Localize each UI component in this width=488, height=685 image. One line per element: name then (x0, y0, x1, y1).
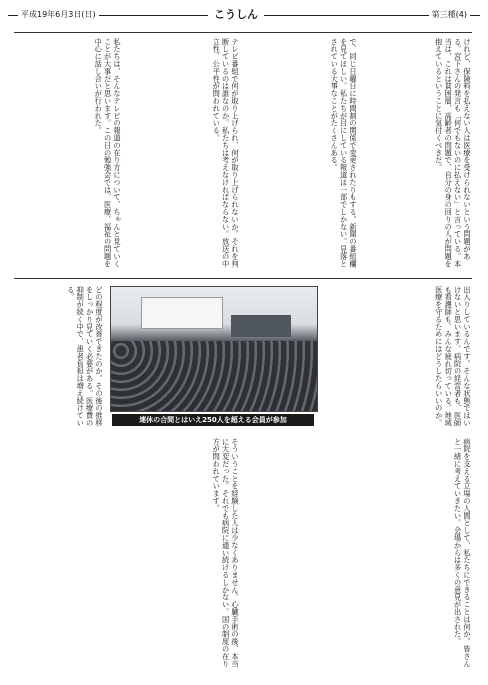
newsletter-title: こうしん (208, 6, 264, 22)
article-column: 私たちは、そんなテレビの報道の在り方について、ちゃんと見ていくことが大事だと思います。この日の勉強会では、医療、福祉の問題を中心に話し合いが行われた。 (94, 38, 122, 268)
article-column: テレビ番組で何が取り上げられ、何が取り上げられないか。それを判断しているのは誰なのか。私たちは考えなければならない。放送の中立性、公平性が問われている。 (212, 38, 240, 268)
article-column: けれど、保険料を払えない人は医療を受けられないという問題がある。宮下さんの発言も「何でもないのに払えない」と言っている。本当は、これは貧困層、高齢者の問題で、自分の身の回りの人が問題を抱えているということに気付くべきだ。 (434, 38, 472, 268)
article-column: 病院を支える立場の人間として、私たちにできることは何か。皆さんと一緒に考えていきたい。会場からは多くの意見が出された。 (453, 438, 472, 668)
article-column: そういうことを経験した人は少なくありません。心臓手術の後、本当に大変だった。それでも病院に通い続けるしかない。国の制度の在り方が問われています。 (212, 438, 240, 668)
photo-caption: 連休の合間とはいえ250人を超える会員が参加 (112, 414, 314, 426)
top-rule (14, 32, 472, 33)
meeting-photo (110, 286, 318, 412)
article-column: 出入りしているんです。そんな状態ではいけないと思います。病院の経営者も、医師も看護師も、みんな疲れ切っている。地域医療を守るためにはどうしたらいいのか。 (434, 286, 472, 427)
audience (111, 341, 317, 411)
issue-date: 平成19年6月3日(日) (18, 9, 99, 20)
page-header (8, 6, 480, 26)
projection-screen (141, 297, 223, 329)
stage (231, 315, 291, 337)
article-column: どの程度が改善できたのか。その後の推移をしっかり見ていく必要がある。医療費の抑制が続く中で、患者負担は増え続けている。 (66, 286, 104, 427)
article-column: で、同じ日曜日に時間割の関係で変更されたりもする。新聞の番組欄を見てほしい。私たちが目にしている報道は一部でしかない。見落とされている大事なことがたくさんある。 (330, 38, 358, 268)
page-number: 第三種(4) (429, 9, 470, 20)
middle-rule (14, 278, 472, 279)
